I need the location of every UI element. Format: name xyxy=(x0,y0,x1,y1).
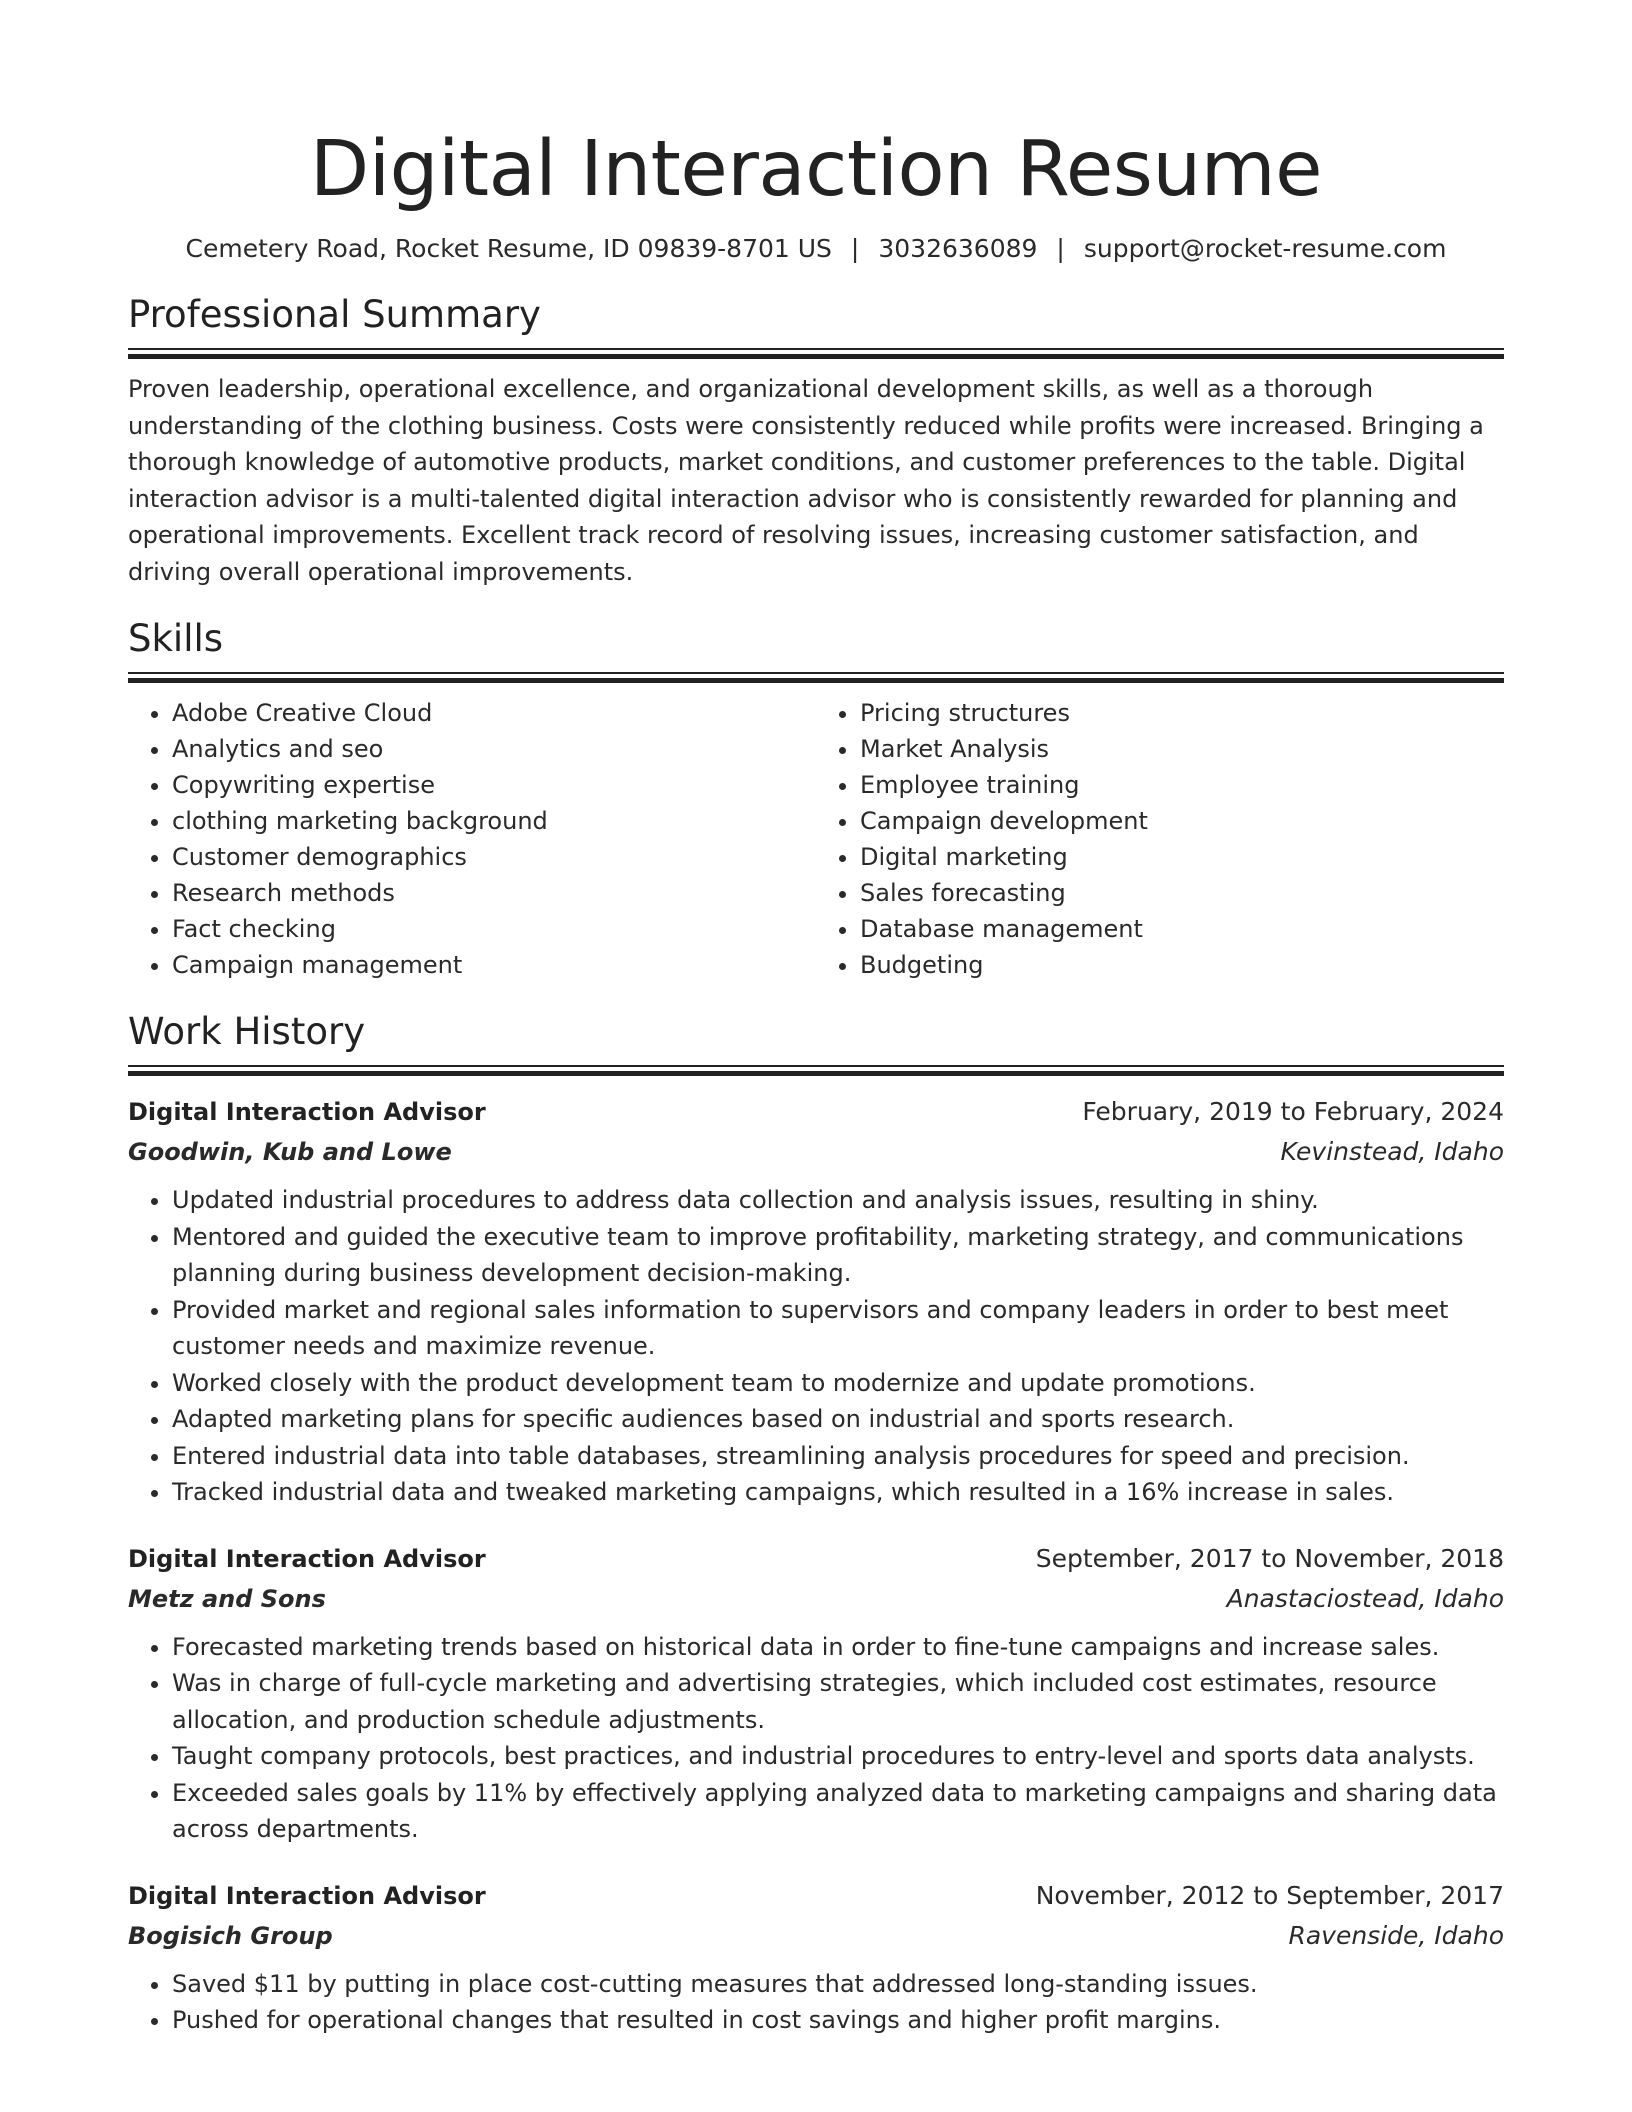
skill-item: • Campaign development xyxy=(860,803,1504,839)
skills-column-left xyxy=(128,695,816,983)
skill-item: • clothing marketing background xyxy=(172,803,816,839)
job-header xyxy=(128,1092,1504,1132)
skill-item: • Digital marketing xyxy=(860,839,1504,875)
resume-name: Digital Interaction Resume xyxy=(309,125,1323,214)
contact-email: support@rocket-resume.com xyxy=(1083,234,1447,263)
contact-separator: | xyxy=(850,234,860,263)
contact-phone: 3032636089 xyxy=(878,234,1038,263)
job-bullets xyxy=(128,1966,1504,2039)
skills-heading: Skills xyxy=(128,617,224,660)
skill-item: • Adobe Creative Cloud xyxy=(172,695,816,731)
section-divider xyxy=(128,348,1504,359)
job-location: Anastaciostead, Idaho xyxy=(1226,1583,1504,1613)
job-company: Bogisich Group xyxy=(128,1921,333,1950)
job-dates: November, 2012 to September, 2017 xyxy=(1035,1880,1504,1910)
section-divider xyxy=(128,1065,1504,1076)
job-entry xyxy=(128,1539,1504,1848)
job-subheader xyxy=(128,1579,1504,1619)
job-header xyxy=(128,1539,1504,1579)
contact-line xyxy=(128,232,1504,266)
section-divider xyxy=(128,672,1504,683)
job-entry xyxy=(128,1876,1504,2039)
job-location: Ravenside, Idaho xyxy=(1288,1920,1504,1950)
job-title: Digital Interaction Advisor xyxy=(128,1098,486,1126)
skill-item: • Campaign management xyxy=(172,947,816,983)
job-bullet: • Taught company protocols, best practices, and industrial procedures to entry-level and sports data analysts. xyxy=(172,1738,1504,1775)
skill-item: • Budgeting xyxy=(860,947,1504,983)
job-bullet: • Was in charge of full-cycle marketing and advertising strategies, which included cost estimates, resource allocation, and production schedule adjustments. xyxy=(172,1665,1504,1738)
skill-item: • Market Analysis xyxy=(860,731,1504,767)
job-dates: September, 2017 to November, 2018 xyxy=(1035,1543,1504,1573)
job-bullet: • Tracked industrial data and tweaked marketing campaigns, which resulted in a 16% increase in sales. xyxy=(172,1474,1504,1511)
skills-list xyxy=(128,695,1504,983)
skill-item: • Employee training xyxy=(860,767,1504,803)
skill-item: • Copywriting expertise xyxy=(172,767,816,803)
job-bullet: • Saved $11 by putting in place cost-cutting measures that addressed long-standing issues. xyxy=(172,1966,1504,2003)
job-bullet: • Provided market and regional sales information to supervisors and company leaders in order to best meet customer needs and maximize revenue. xyxy=(172,1292,1504,1365)
skill-item: • Fact checking xyxy=(172,911,816,947)
job-bullet: • Pushed for operational changes that resulted in cost savings and higher profit margins. xyxy=(172,2002,1504,2039)
contact-address: Cemetery Road, Rocket Resume, ID 09839-8701 US xyxy=(185,234,832,263)
job-company: Goodwin, Kub and Lowe xyxy=(128,1138,452,1166)
skill-item: • Database management xyxy=(860,911,1504,947)
job-bullet: • Forecasted marketing trends based on historical data in order to fine-tune campaigns and increase sales. xyxy=(172,1629,1504,1666)
job-company: Metz and Sons xyxy=(128,1584,326,1613)
job-subheader xyxy=(128,1916,1504,1956)
job-header xyxy=(128,1876,1504,1916)
skill-item: • Research methods xyxy=(172,875,816,911)
skill-item: • Customer demographics xyxy=(172,839,816,875)
contact-separator: | xyxy=(1056,234,1065,263)
skill-item: • Sales forecasting xyxy=(860,875,1504,911)
job-title: Digital Interaction Advisor xyxy=(128,1544,486,1573)
job-title: Digital Interaction Advisor xyxy=(128,1881,486,1910)
job-bullet: • Exceeded sales goals by 11% by effectively applying analyzed data to marketing campaigns and sharing data across departments. xyxy=(172,1775,1504,1848)
job-dates: February, 2019 to February, 2024 xyxy=(1082,1097,1504,1126)
job-location: Kevinstead, Idaho xyxy=(1280,1137,1504,1166)
skill-item: • Analytics and seo xyxy=(172,731,816,767)
summary-text: Proven leadership, operational excellence, and organizational development skills, as well as a thorough understanding of the clothing business. Costs were consistently reduced while profits were increased. Bringing a thorough knowledge of automotive products, market conditions, and customer preferences to the table. Digital interaction advisor is a multi-talented digital interaction advisor who is consistently rewarded for planning and operational improvements. Excellent track record of resolving issues, increasing customer satisfaction, and driving overall operational improvements. xyxy=(128,375,1484,586)
job-subheader xyxy=(128,1132,1504,1172)
job-bullets xyxy=(128,1629,1504,1848)
skills-column-right xyxy=(816,695,1504,983)
summary-heading: Professional Summary xyxy=(128,293,541,336)
skill-item: • Pricing structures xyxy=(860,695,1504,731)
job-bullets xyxy=(128,1182,1504,1511)
work-history-heading: Work History xyxy=(128,1010,366,1053)
job-bullet: • Worked closely with the product development team to modernize and update promotions. xyxy=(172,1365,1504,1402)
job-bullet: • Updated industrial procedures to address data collection and analysis issues, resulting in shiny. xyxy=(172,1182,1504,1219)
job-bullet: • Mentored and guided the executive team to improve profitability, marketing strategy, and communications planning during business development decision-making. xyxy=(172,1219,1504,1292)
job-entry xyxy=(128,1092,1504,1511)
job-bullet: • Entered industrial data into table databases, streamlining analysis procedures for speed and precision. xyxy=(172,1438,1504,1475)
job-bullet: • Adapted marketing plans for specific audiences based on industrial and sports research. xyxy=(172,1401,1504,1438)
